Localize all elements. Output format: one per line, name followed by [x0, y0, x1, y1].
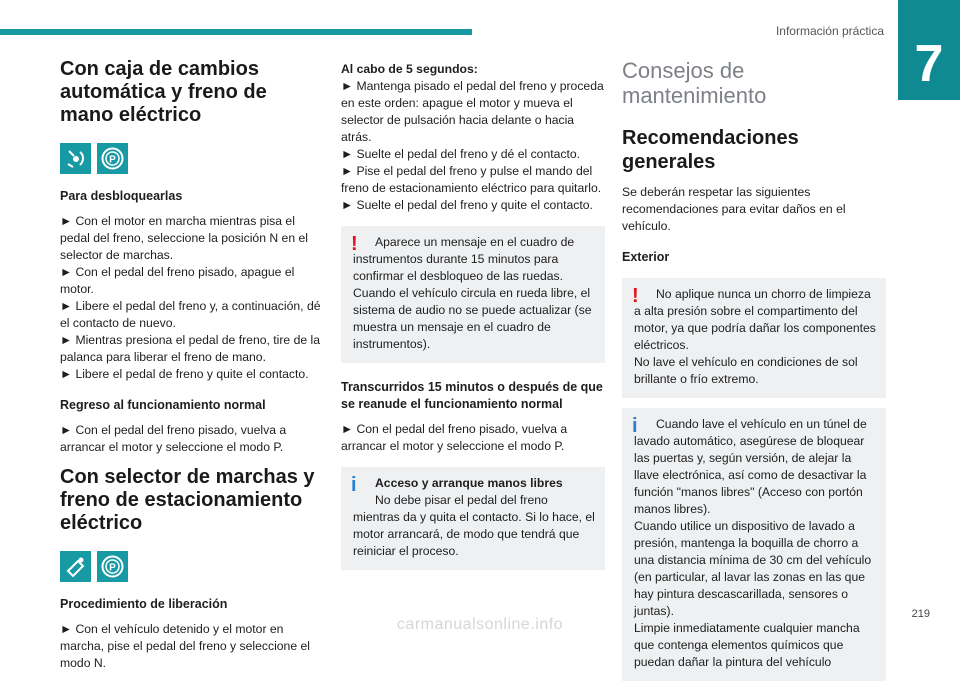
heading-auto-gearbox: Con caja de cambios automática y freno de mano eléctrico [60, 58, 267, 126]
warning-box [622, 278, 886, 398]
column-3 [622, 58, 886, 681]
section-title: Información práctica [775, 24, 884, 38]
parking-brake-icon [97, 143, 128, 174]
heading-selector: Con selector de marchas y freno de estacionamiento eléctrico [60, 466, 315, 534]
info-text-3: Limpie inmediatamente cualquier mancha que contenga elementos químicos que puedan dañar la pintura del vehículo [634, 621, 860, 669]
info-icon: i [632, 415, 638, 437]
info-text: No debe pisar el pedal del freno mientras da y quita el contacto. Si lo hace, el motor arrancará, de modo que tendrá que reiniciar el proceso. [353, 493, 595, 558]
after-5-seconds-title: Al cabo de 5 segundos: [341, 62, 478, 76]
svg-text:P: P [109, 154, 116, 166]
info-box [622, 408, 886, 681]
subheading-return-normal: Regreso al funcionamiento normal [60, 398, 266, 412]
chapter-tab [898, 0, 960, 100]
release-text: ► Con el vehículo detenido y el motor en marcha, pise el pedal del freno y seleccione el modo N. [60, 622, 310, 670]
info-icon: i [351, 474, 357, 496]
warning-text-2: Cuando el vehículo circula en rueda libre, el sistema de audio no se puede actualizar (se muestra un mensaje en el cuadro de instrumentos). [353, 286, 592, 351]
column-1 [60, 58, 322, 672]
info-title: Acceso y arranque manos libres [375, 476, 563, 490]
warning-text: Aparece un mensaje en el cuadro de instrumentos durante 15 minutos para confirmar el desbloqueo de las ruedas. [353, 235, 575, 283]
step: ► Libere el pedal de freno y quite el contacto. [60, 367, 309, 381]
return-text: ► Con el pedal del freno pisado, vuelva a arrancar el motor y seleccione el modo P. [60, 423, 287, 454]
icon-row [60, 143, 322, 174]
subheading-after-15: Transcurridos 15 minutos o después de que se reanude el funcionamiento normal [341, 380, 603, 411]
step: ► Suelte el pedal del freno y quite el contacto. [341, 198, 593, 212]
info-text: Cuando lave el vehículo en un túnel de lavado automático, asegúrese de bloquear las puertas y, según versión, de alejar la llave electrónica, así como de desactivar la función "manos libres" (Acceso con portón manos libres). [634, 417, 867, 516]
step: ► Mientras presiona el pedal de freno, tire de la palanca para liberar el freno de mano. [60, 333, 321, 364]
step: ► Con el motor en marcha mientras pisa el pedal del freno, seleccione la posición N en el selector de marchas. [60, 214, 308, 262]
subheading-exterior: Exterior [622, 250, 670, 264]
warning-icon: ! [632, 285, 639, 307]
subheading-release: Procedimiento de liberación [60, 597, 228, 611]
step: ► Mantenga pisado el pedal del freno y proceda en este orden: apague el motor y mueva el selector de pulsación hacia delante o hacia atrás. [341, 79, 604, 144]
step: ► Libere el pedal del freno y, a continuación, dé el contacto de nuevo. [60, 299, 321, 330]
info-box [341, 467, 605, 570]
column-2 [341, 61, 605, 570]
parking-brake-icon [97, 551, 128, 582]
gearbox-icon [60, 143, 91, 174]
selector-icon [60, 551, 91, 582]
warning-text: No aplique nunca un chorro de limpieza a alta presión sobre el compartimento del motor, ya que podría dañar los componentes eléctricos. [634, 287, 876, 352]
svg-text:P: P [109, 562, 116, 574]
step: ► Pise el pedal del freno y pulse el mando del freno de estacionamiento eléctrico para quitarlo. [341, 164, 602, 195]
intro-text: Se deberán respetar las siguientes recomendaciones para evitar daños en el vehículo. [622, 185, 846, 233]
heading-recommendations: Recomendaciones generales [622, 127, 799, 173]
subheading-unlock: Para desbloquearlas [60, 189, 183, 203]
chapter-number: 7 [914, 35, 944, 93]
info-text-2: Cuando utilice un dispositivo de lavado a presión, mantenga la boquilla de chorro a una distancia mínima de 30 cm del vehículo (en particular, al lavar las zonas en las que hay pintura descascarillada, sensores o juntas). [634, 519, 872, 618]
watermark: carmanualsonline.info [396, 616, 564, 633]
page-number: 219 [911, 608, 930, 620]
warning-text-2: No lave el vehículo en condiciones de sol brillante o frío extremo. [634, 355, 858, 386]
icon-row [60, 551, 322, 582]
warning-icon: ! [351, 233, 358, 255]
header-accent-bar [0, 29, 472, 35]
heading-maintenance: Consejos de mantenimiento [622, 58, 767, 108]
warning-box [341, 226, 605, 363]
step: ► Con el pedal del freno pisado, apague el motor. [60, 265, 295, 296]
step: ► Suelte el pedal del freno y dé el contacto. [341, 147, 581, 161]
after-15-text: ► Con el pedal del freno pisado, vuelva a arrancar el motor y seleccione el modo P. [341, 422, 568, 453]
